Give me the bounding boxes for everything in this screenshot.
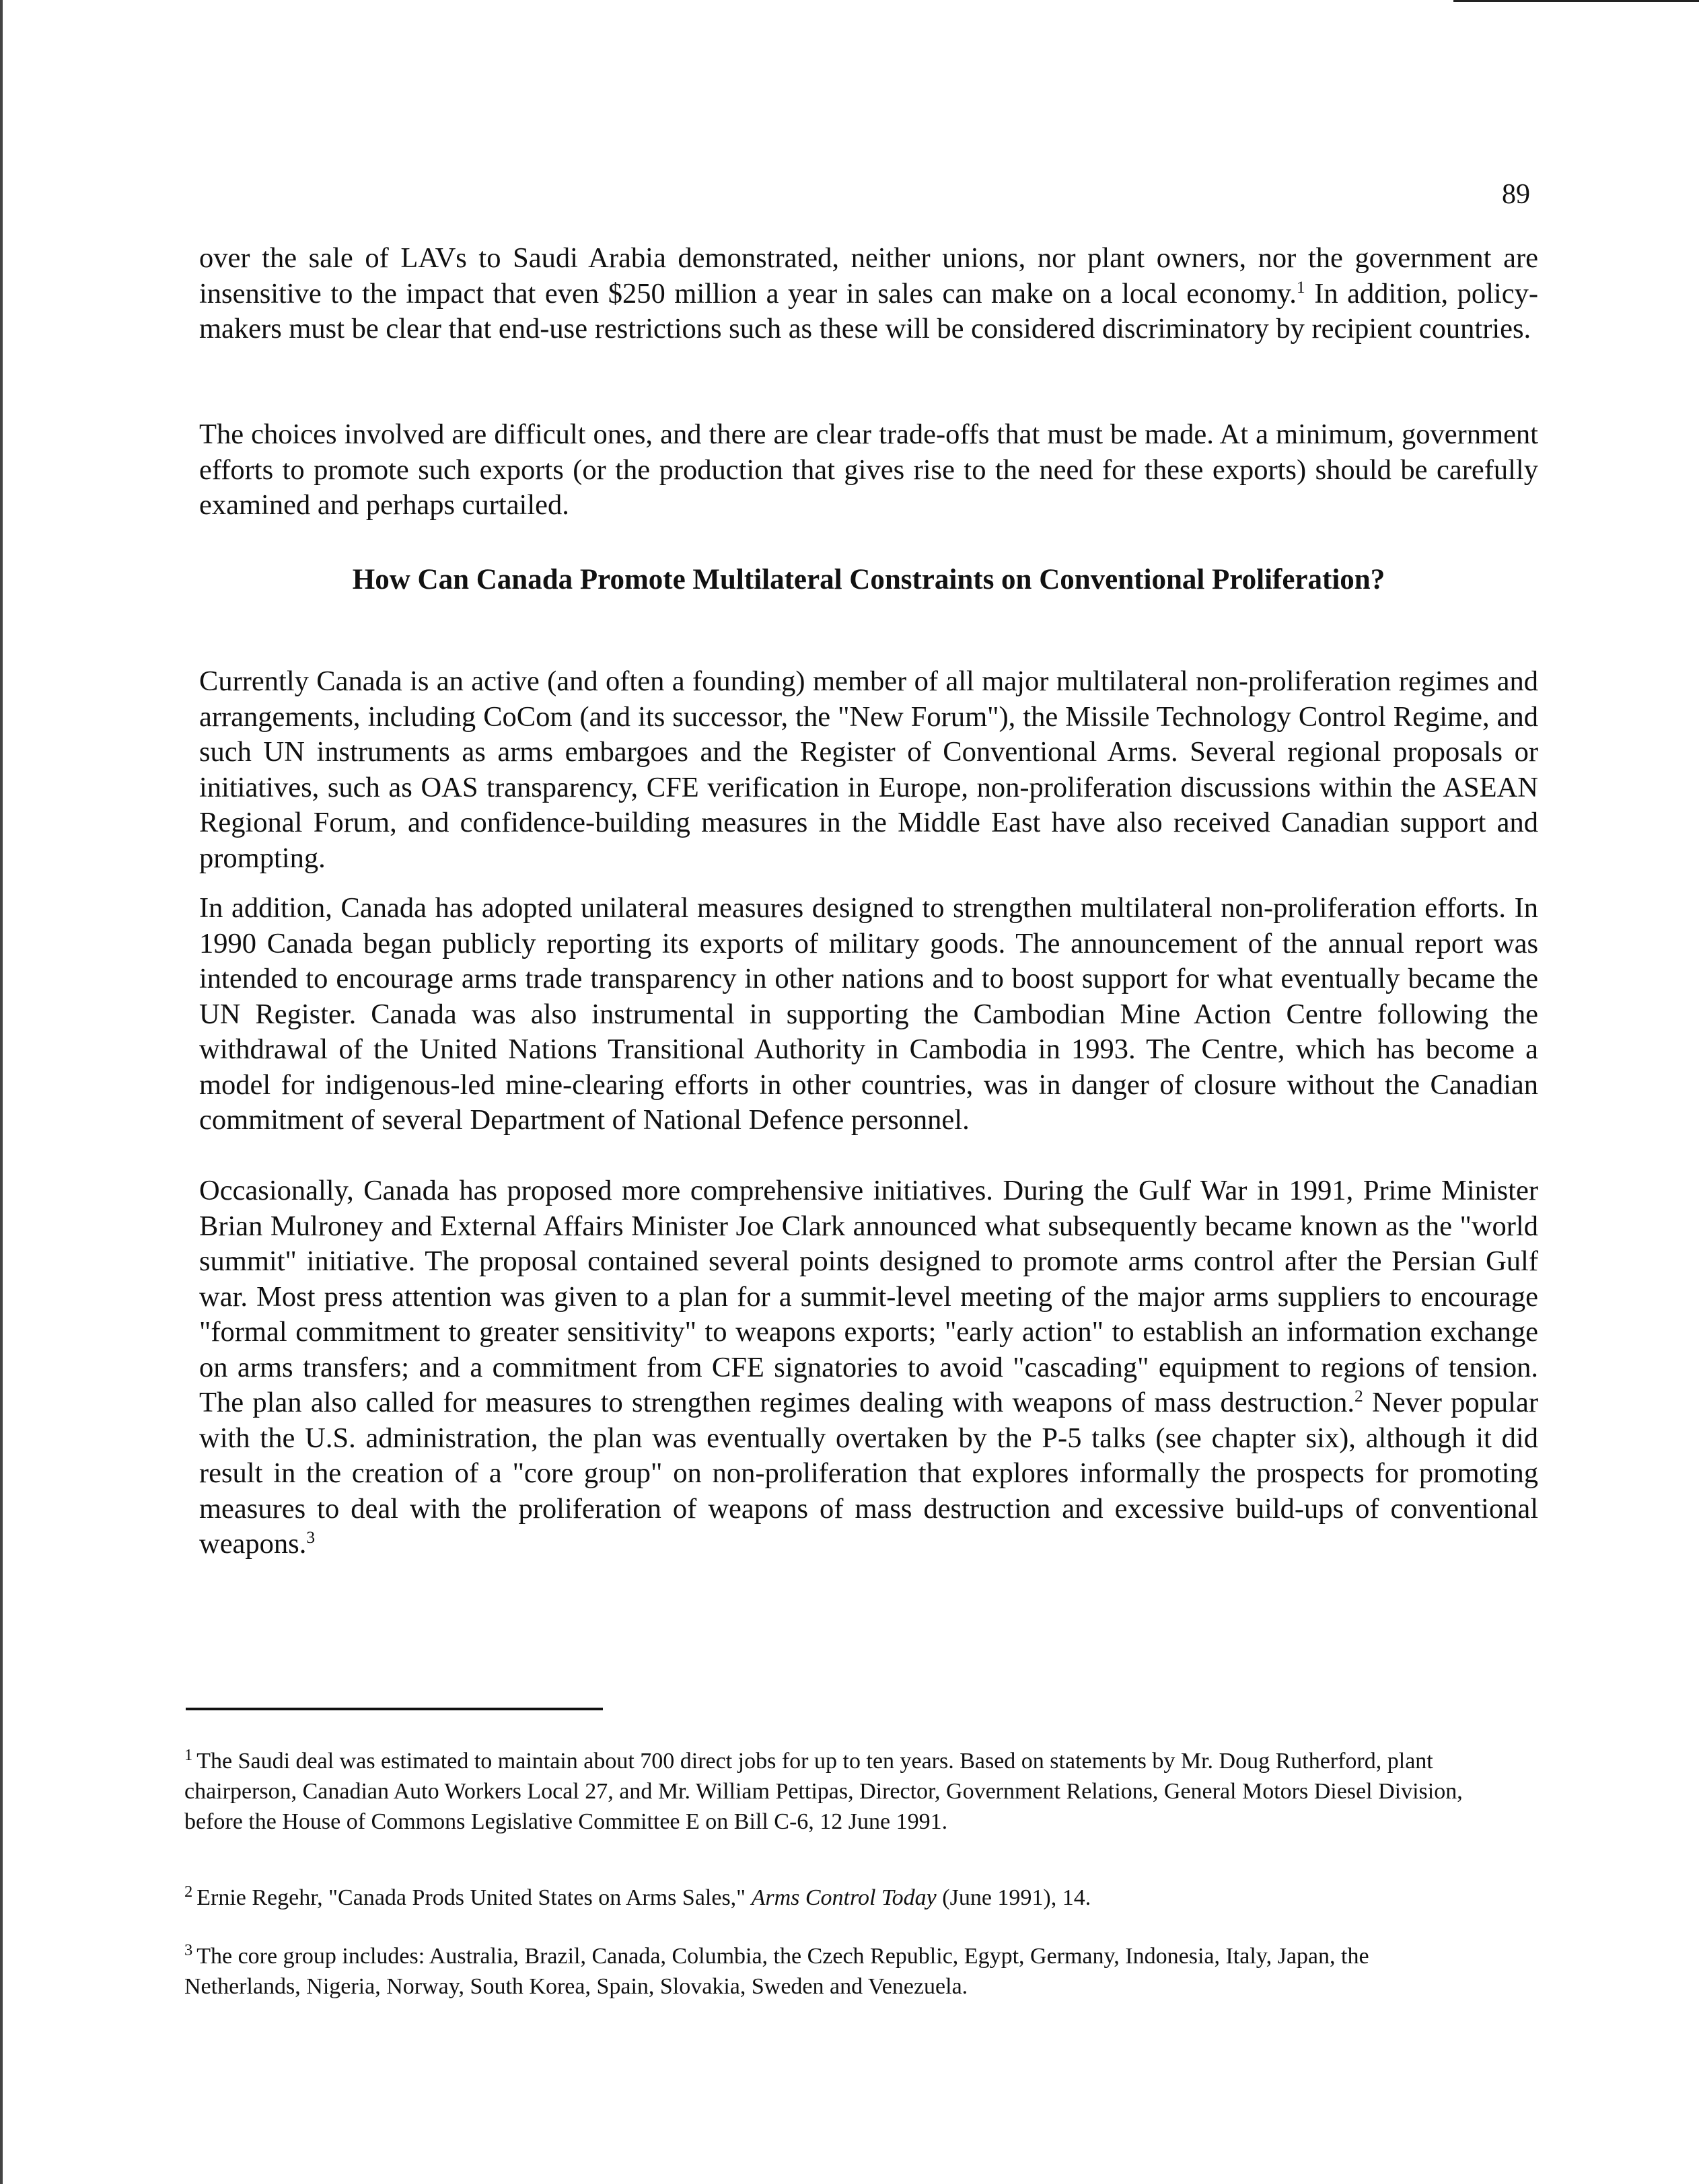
paragraph-3: Currently Canada is an active (and often a founding) member of all major multilateral non-proliferation regimes and arrangements, including CoCom (and its successor, the "New Forum"), the Missile Technology Control Regime, and such UN instruments as arms embargoes and the Register of Conventional Arms. Several regional proposals or initiatives, such as OAS transparency, CFE verification in Europe, non-proliferation discussions within the ASEAN Regional Forum, and confidence-building measures in the Middle East have also received Canadian support and prompting. (199, 665, 1538, 874)
paragraph-4: In addition, Canada has adopted unilateral measures designed to strengthen multilateral non-proliferation efforts. In 1990 Canada began publicly reporting its exports of military goods. The announcement of the annual report was intended to encourage arms trade transparency in other nations and to boost support for what eventually became the UN Register. Canada was also instrumental in supporting the Cambodian Mine Action Centre following the withdrawal of the United Nations Transitional Authority in Cambodia in 1993. The Centre, which has become a model for indigenous-led mine-clearing efforts in other countries, was in danger of closure without the Canadian commitment of several Department of National Defence personnel. (199, 892, 1538, 1136)
paragraph-5 (199, 1173, 1538, 1562)
paragraph-2: The choices involved are difficult ones, and there are clear trade-offs that must be made. At a minimum, government efforts to promote such exports (or the production that gives rise to the need for these exports) should be carefully examined and perhaps curtailed. (199, 418, 1538, 521)
footnote-ref-1[interactable]: 1 (1296, 277, 1305, 297)
section-heading: How Can Canada Promote Multilateral Constraints on Conventional Proliferation? (352, 564, 1385, 595)
footnote-2-journal: Arms Control Today (751, 1885, 937, 1910)
paragraph-5-text-continued: Never popular with the U.S. administration, the plan was eventually overtaken by the P-5 talks (see chapter six), although it did result in the creation of a "core group" on non-proliferation that explores informally the prospects for promoting measures to deal with the proliferation of weapons of mass destruction and excessive build-ups of conventional weapons. (199, 1387, 1538, 1560)
footnote-1 (184, 1746, 1463, 1837)
scan-left-edge (0, 0, 3, 2184)
page-number: 89 (1502, 179, 1530, 210)
footnote-ref-2[interactable]: 2 (1354, 1385, 1363, 1406)
footnote-separator (186, 1708, 603, 1710)
footnote-3-mark: 3 (184, 1940, 193, 1959)
footnote-1-text: The Saudi deal was estimated to maintain about 700 direct jobs for up to ten years. Based on statements by Mr. Doug Rutherford, plant chairperson, Canadian Auto Workers Local 27, and Mr. William Pettipas, Director, Government Relations, General Motors Diesel Division, before the House of Commons Legislative Committee E on Bill C-6, 12 June 1991. (184, 1749, 1463, 1834)
paragraph-1-text-continued: In addition, policy-makers must be clear that end-use restrictions such as these will be considered discriminatory by recipient countries. (199, 277, 1539, 344)
footnote-3-text: The core group includes: Australia, Brazil, Canada, Columbia, the Czech Republic, Egypt, Germany, Indonesia, Italy, Japan, the Netherlands, Nigeria, Norway, South Korea, Spain, Slovakia, Sweden and Venezuela. (184, 1944, 1369, 1999)
paragraph-1 (199, 241, 1538, 347)
footnote-3 (184, 1941, 1463, 2002)
paragraph-5-text: Occasionally, Canada has proposed more comprehensive initiatives. During the Gulf War in 1991, Prime Minister Brian Mulroney and External Affairs Minister Joe Clark announced what subsequently became known as the "world summit" initiative. The proposal contained several points designed to promote arms control after the Persian Gulf war. Most press attention was given to a plan for a summit-level meeting of the major arms suppliers to encourage "formal commitment to greater sensitivity" to weapons exports; "early action" to establish an information exchange on arms transfers; and a commitment from CFE signatories to avoid "cascading" equipment to regions of tension. The plan also called for measures to strengthen regimes dealing with weapons of mass destruction. (199, 1175, 1538, 1418)
footnote-ref-3[interactable]: 3 (306, 1527, 316, 1547)
footnote-2-mark: 2 (184, 1882, 193, 1901)
footnote-2-text-after: (June 1991), 14. (936, 1885, 1091, 1910)
top-edge-rule (1453, 0, 1699, 2)
paragraph-1-text: over the sale of LAVs to Saudi Arabia demonstrated, neither unions, nor plant owners, nor the government are insensitive to the impact that even $250 million a year in sales can make on a local economy. (199, 242, 1538, 310)
footnote-2 (184, 1883, 1463, 1913)
footnote-1-mark: 1 (184, 1745, 193, 1764)
footnote-2-text: Ernie Regehr, "Canada Prods United States on Arms Sales," (196, 1885, 752, 1910)
